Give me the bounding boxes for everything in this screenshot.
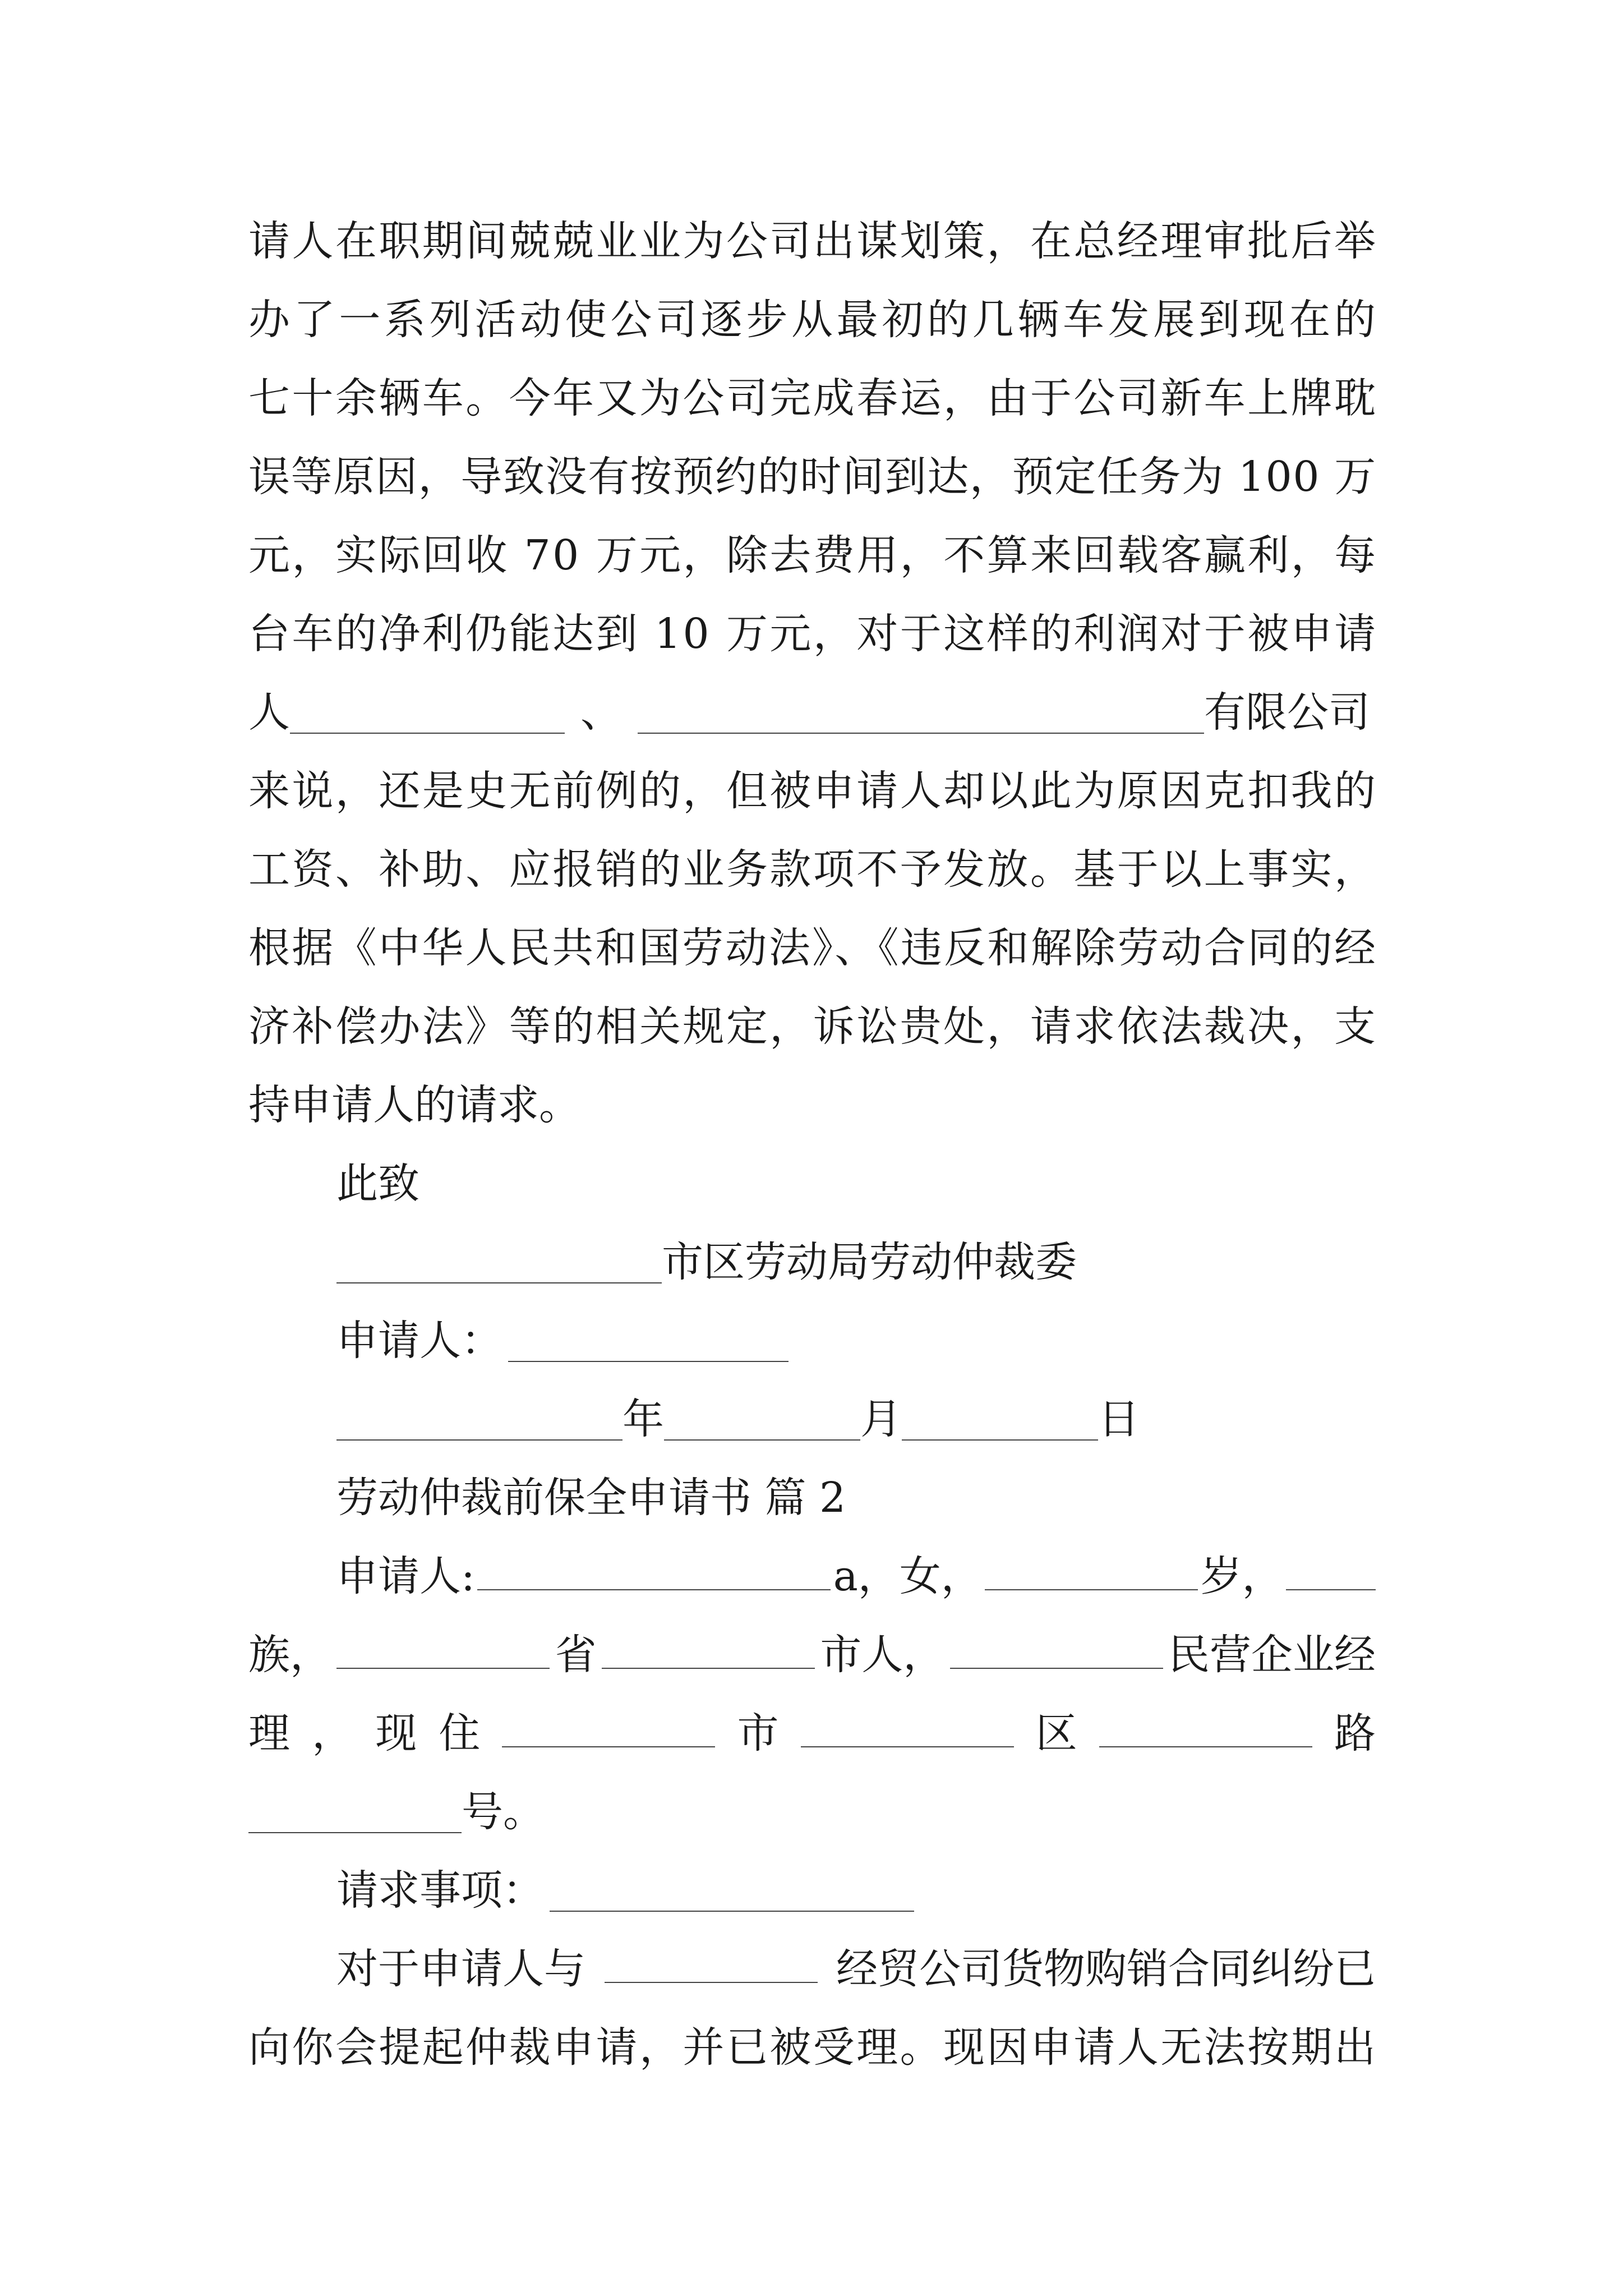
claims-label: 请求事项：: [336, 1866, 544, 1915]
day-blank[interactable]: [902, 1396, 1098, 1441]
section-title: 劳动仲裁前保全申请书 篇 2: [336, 1474, 846, 1522]
province-blank[interactable]: [336, 1624, 550, 1669]
address-line: 理 ， 现 住 市 区 路: [248, 1700, 1376, 1767]
applicant2-line: 申请人: a，女， 岁，: [336, 1543, 1376, 1610]
month-blank[interactable]: [664, 1396, 860, 1441]
counterparty-blank[interactable]: [605, 1938, 818, 1983]
body-line: 向你会提起仲裁申请，并已被受理。现因申请人无法按期出: [248, 2023, 1378, 2072]
body-line: 工资、补助、应报销的业务款项不予发放。基于以上事实，: [248, 845, 1378, 894]
employer-blank[interactable]: [950, 1624, 1163, 1669]
city2-blank[interactable]: [602, 1624, 815, 1669]
date-line: 年 月 日: [336, 1386, 1140, 1453]
recipient-line: [336, 1228, 1077, 1296]
claims-line: [336, 1857, 914, 1924]
body-line: 请人在职期间兢兢业业为公司出谋划策，在总经理审批后举: [248, 217, 1378, 265]
city-blank[interactable]: [336, 1239, 662, 1284]
origin-line: 族， 省 市人， 民营企业经: [248, 1621, 1376, 1688]
salutation: 此致: [336, 1159, 419, 1208]
claims-blank[interactable]: [550, 1867, 914, 1912]
respondent-name-blank[interactable]: [290, 689, 565, 734]
applicant2-name-blank[interactable]: [477, 1545, 831, 1590]
applicant-label: 申请人：: [336, 1317, 502, 1365]
dispute-line: 对于申请人与 经贸公司货物购销合同纠纷已: [336, 1935, 1376, 2003]
body-line: 七十余辆车。今年又为公司完成春运，由于公司新车上牌耽: [248, 374, 1378, 422]
body-line: 济补偿办法》等的相关规定，诉讼贵处，请求依法裁决，支: [248, 1002, 1378, 1051]
house-number-line: 号。: [248, 1778, 545, 1846]
body-line: 台车的净利仍能达到 10 万元，对于这样的利润对于被申请: [248, 610, 1378, 658]
applicant-line: [336, 1307, 789, 1374]
ethnicity-blank[interactable]: [1286, 1545, 1376, 1590]
address-city-blank[interactable]: [502, 1703, 715, 1747]
applicant-name-blank[interactable]: [508, 1318, 789, 1363]
company-name-blank[interactable]: [638, 689, 1204, 734]
body-line: 来说，还是史无前例的，但被申请人却以此为原因克扣我的: [248, 767, 1378, 815]
body-line: 办了一系列活动使公司逐步从最初的几辆车发展到现在的: [248, 296, 1380, 344]
district-blank[interactable]: [801, 1703, 1014, 1747]
respondent-line: 人 、 有限公司: [248, 688, 1370, 737]
body-line: 误等原因，导致没有按预约的时间到达，预定任务为 100 万: [248, 453, 1377, 501]
body-line: 元，实际回收 70 万元，除去费用，不算来回载客赢利，每: [248, 531, 1378, 579]
body-line: 持申请人的请求。: [248, 1081, 580, 1129]
body-line: 根据《中华人民共和国劳动法》、《违反和解除劳动合同的经: [248, 924, 1378, 972]
year-blank[interactable]: [336, 1396, 623, 1441]
age-blank[interactable]: [985, 1545, 1198, 1590]
road-blank[interactable]: [1099, 1703, 1312, 1747]
recipient: 市区劳动局劳动仲裁委: [662, 1238, 1077, 1286]
house-number-blank[interactable]: [248, 1789, 462, 1834]
